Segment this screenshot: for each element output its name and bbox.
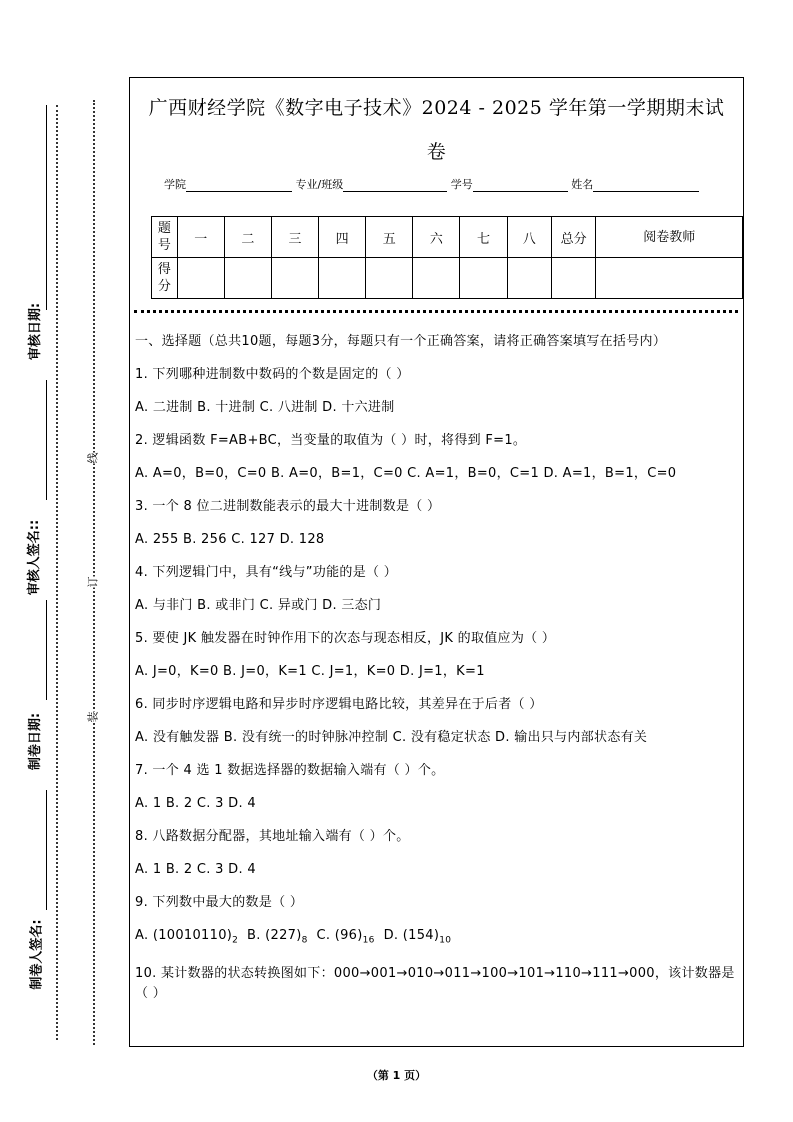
question: 9. 下列数中最大的数是（ ） bbox=[135, 895, 304, 910]
major-label: 专业/班级 bbox=[295, 178, 344, 191]
col-1: 一 bbox=[177, 217, 224, 258]
question-section bbox=[135, 332, 739, 1017]
col-2: 二 bbox=[224, 217, 271, 258]
maker-sign-label: 制卷人签名: bbox=[29, 919, 45, 990]
col-6: 六 bbox=[413, 217, 460, 258]
options: A. 没有触发器 B. 没有统一的时钟脉冲控制 C. 没有稳定状态 D. 输出只与内部状态有关 bbox=[135, 730, 648, 745]
exam-frame bbox=[129, 77, 744, 1047]
options: A. $(10010110)_2$ B. $(227)_8$ C. $(96)_{16}$ D. $(154)_{10}$ bbox=[135, 928, 452, 946]
college-field[interactable] bbox=[186, 178, 292, 192]
major-field[interactable] bbox=[343, 178, 447, 192]
maker-sign-line bbox=[46, 790, 47, 910]
question-number-label: 题号 bbox=[152, 217, 178, 258]
reviewer-sign-label: 审核人签名:: bbox=[27, 519, 43, 596]
reviewer-date-line bbox=[46, 105, 47, 310]
score-cell[interactable] bbox=[413, 258, 460, 299]
score-label: 得分 bbox=[152, 258, 178, 299]
maker-date-label: 制卷日期: bbox=[28, 712, 44, 771]
options: A. 二进制 B. 十进制 C. 八进制 D. 十六进制 bbox=[135, 400, 395, 415]
staple-char: 订 bbox=[83, 577, 103, 588]
dotted-separator bbox=[134, 310, 738, 313]
score-cell[interactable] bbox=[271, 258, 318, 299]
exam-title: 广西财经学院《数字电子技术》2024 - 2025 学年第一学期期末试 卷 bbox=[148, 97, 725, 163]
student-id-field[interactable] bbox=[473, 178, 568, 192]
score-cell[interactable] bbox=[460, 258, 507, 299]
name-field[interactable] bbox=[593, 178, 699, 192]
options: A. 1 B. 2 C. 3 D. 4 bbox=[135, 862, 256, 877]
score-cell[interactable] bbox=[319, 258, 366, 299]
question: 6. 同步时序逻辑电路和异步时序逻辑电路比较，其差异在于后者（ ） bbox=[135, 697, 543, 712]
options: A. A=0，B=0，C=0 B. A=0，B=1，C=0 C. A=1，B=0，C=1 D. A=1，B=1，C=0 bbox=[135, 466, 677, 481]
question: 1. 下列哪种进制数中数码的个数是固定的（ ） bbox=[135, 367, 410, 382]
score-cell[interactable] bbox=[366, 258, 413, 299]
options: A. 255 B. 256 C. 127 D. 128 bbox=[135, 532, 325, 547]
options: A. 1 B. 2 C. 3 D. 4 bbox=[135, 796, 256, 811]
score-cell[interactable] bbox=[224, 258, 271, 299]
page-number: （第 1 页） bbox=[366, 1069, 427, 1082]
question: 3. 一个 8 位二进制数能表示的最大十进制数是（ ） bbox=[135, 499, 441, 514]
col-total: 总分 bbox=[551, 217, 595, 258]
col-3: 三 bbox=[271, 217, 318, 258]
student-id-label: 学号 bbox=[450, 178, 473, 191]
col-8: 八 bbox=[507, 217, 551, 258]
line-char: 线 bbox=[83, 453, 103, 464]
cut-dotted-line bbox=[93, 100, 95, 1045]
options: A. J=0，K=0 B. J=0，K=1 C. J=1，K=0 D. J=1，K=1 bbox=[135, 664, 485, 679]
question: 4. 下列逻辑门中，具有“线与”功能的是（ ） bbox=[135, 565, 398, 580]
question: 10. 某计数器的状态转换图如下：000→001→010→011→100→101→110→111→000，该计数器是（ ） bbox=[135, 965, 735, 1001]
col-7: 七 bbox=[460, 217, 507, 258]
name-label: 姓名 bbox=[571, 178, 594, 191]
reviewer-date-label: 审核日期: bbox=[28, 302, 44, 361]
question: 8. 八路数据分配器，其地址输入端有（ ）个。 bbox=[135, 829, 410, 844]
bind-char: 装 bbox=[83, 712, 103, 723]
score-table-header-row bbox=[152, 217, 743, 258]
col-4: 四 bbox=[319, 217, 366, 258]
options: A. 与非门 B. 或非门 C. 异或门 D. 三态门 bbox=[135, 598, 382, 613]
question: 7. 一个 4 选 1 数据选择器的数据输入端有（ ）个。 bbox=[135, 763, 445, 778]
score-cell[interactable] bbox=[507, 258, 551, 299]
col-5: 五 bbox=[366, 217, 413, 258]
score-cell[interactable] bbox=[177, 258, 224, 299]
college-label: 学院 bbox=[164, 178, 186, 191]
score-table-score-row bbox=[152, 258, 743, 299]
score-cell[interactable] bbox=[596, 258, 743, 299]
score-cell[interactable] bbox=[551, 258, 595, 299]
reviewer-sign-line bbox=[46, 380, 47, 500]
question: 2. 逻辑函数 F=AB+BC，当变量的取值为（ ）时，将得到 F=1。 bbox=[135, 433, 527, 448]
maker-date-line bbox=[46, 600, 47, 700]
section-heading: 一、选择题（总共10题，每题3分，每题只有一个正确答案，请将正确答案填写在括号内） bbox=[135, 334, 667, 349]
col-grader: 阅卷教师 bbox=[596, 217, 743, 258]
student-info-row bbox=[164, 176, 699, 192]
binding-dotted-line bbox=[56, 105, 58, 1040]
score-table bbox=[151, 216, 743, 299]
question: 5. 要使 JK 触发器在时钟作用下的次态与现态相反，JK 的取值应为（ ） bbox=[135, 631, 556, 646]
